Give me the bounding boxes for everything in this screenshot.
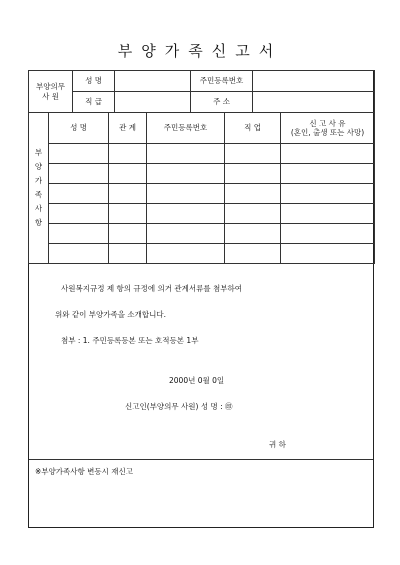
table-row [29, 204, 375, 224]
reporter-signature-line: 신고인(부양의무 사원) 성 명 : ㊞ [125, 402, 233, 411]
dependent-name-cell[interactable] [49, 204, 109, 224]
employee-section-label: 부양의무 사 원 [29, 71, 73, 113]
dependent-reason-cell[interactable] [281, 204, 375, 224]
dependent-rrn-cell[interactable] [147, 184, 225, 204]
dependent-occupation-cell[interactable] [225, 224, 281, 244]
dependent-reason-cell[interactable] [281, 244, 375, 264]
dependent-occupation-cell[interactable] [225, 184, 281, 204]
dependent-relation-cell[interactable] [109, 204, 147, 224]
dependent-rrn-cell[interactable] [147, 204, 225, 224]
rrn-label: 주민등록번호 [191, 71, 253, 92]
dependent-relation-cell[interactable] [109, 244, 147, 264]
dependent-occupation-cell[interactable] [225, 164, 281, 184]
report-date: 2000년 0월 0일 [169, 376, 225, 385]
column-header-occupation: 직 업 [225, 113, 281, 144]
column-header-reason: 신 고 사 유 (혼인, 출생 또는 사망) [281, 113, 375, 144]
dependent-rrn-cell[interactable] [147, 164, 225, 184]
column-header-rrn: 주민등록번호 [147, 113, 225, 144]
attachment-note: 첨부 : 1. 주민등록등본 또는 호적등본 1부 [61, 336, 199, 345]
dependent-occupation-cell[interactable] [225, 244, 281, 264]
dependent-reason-cell[interactable] [281, 144, 375, 164]
employee-info-table [28, 70, 375, 113]
side-label-char: 사 [34, 204, 43, 213]
footnote-text: ※부양가족사항 변동시 재신고 [35, 467, 133, 476]
position-label: 직 급 [73, 92, 115, 113]
dependent-rrn-cell[interactable] [147, 224, 225, 244]
dependent-rrn-cell[interactable] [147, 144, 225, 164]
declaration-line-1: 사원복지규정 제 항의 규정에 의거 관계서류를 첨부하여 [61, 284, 242, 293]
side-label-char: 양 [34, 162, 43, 171]
table-row [29, 244, 375, 264]
dependent-name-cell[interactable] [49, 144, 109, 164]
table-row [29, 224, 375, 244]
table-row [29, 184, 375, 204]
dependent-reason-cell[interactable] [281, 184, 375, 204]
dependents-table [28, 112, 375, 264]
side-label-char: 족 [34, 190, 43, 199]
dependent-name-cell[interactable] [49, 224, 109, 244]
dependent-occupation-cell[interactable] [225, 204, 281, 224]
footnote-section [29, 459, 373, 476]
dependent-relation-cell[interactable] [109, 224, 147, 244]
form-title: 부양가족신고서 [117, 42, 283, 60]
dependent-name-cell[interactable] [49, 244, 109, 264]
dependent-rrn-cell[interactable] [147, 244, 225, 264]
dependent-reason-cell[interactable] [281, 224, 375, 244]
dependent-report-form [28, 70, 374, 528]
dependent-occupation-cell[interactable] [225, 144, 281, 164]
side-label-char: 부 [34, 148, 43, 157]
position-field[interactable] [115, 92, 191, 113]
dependent-relation-cell[interactable] [109, 184, 147, 204]
dependent-name-cell[interactable] [49, 164, 109, 184]
address-label: 주 소 [191, 92, 253, 113]
rrn-field[interactable] [253, 71, 375, 92]
side-label-char: 가 [34, 176, 43, 185]
declaration-line-2: 위와 같이 부양가족을 소개합니다. [55, 310, 166, 319]
dependent-name-cell[interactable] [49, 184, 109, 204]
table-row [29, 144, 375, 164]
address-field[interactable] [253, 92, 375, 113]
recipient-label: 귀 하 [269, 440, 286, 449]
declaration-section [29, 271, 375, 449]
dependent-reason-cell[interactable] [281, 164, 375, 184]
table-row [29, 164, 375, 184]
column-header-relation: 관 계 [109, 113, 147, 144]
dependent-relation-cell[interactable] [109, 144, 147, 164]
name-field[interactable] [115, 71, 191, 92]
dependent-relation-cell[interactable] [109, 164, 147, 184]
name-label: 성 명 [73, 71, 115, 92]
column-header-name: 성 명 [49, 113, 109, 144]
side-label-char: 항 [34, 218, 43, 227]
dependents-section-label [29, 113, 49, 264]
